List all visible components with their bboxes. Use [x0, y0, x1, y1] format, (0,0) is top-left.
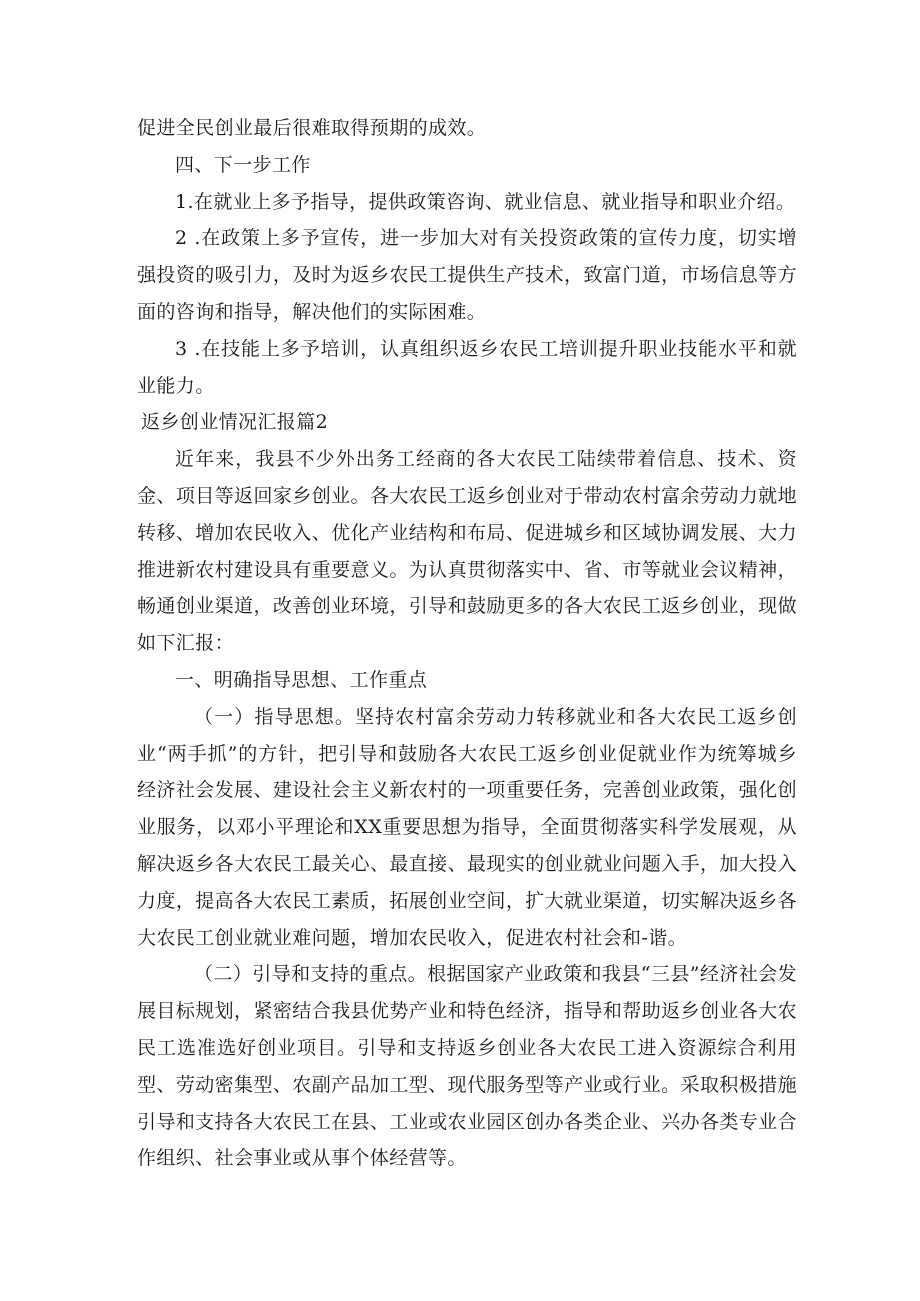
paragraph-step-3: 3 .在技能上多予培训，认真组织返乡农民工培训提升职业技能水平和就业能力。 — [137, 337, 797, 397]
heading-guiding-principles: 一、明确指导思想、工作重点 — [175, 668, 428, 691]
document-body — [137, 110, 797, 1177]
paragraph-guiding-thought: （一）指导思想。坚持农村富余劳动力转移就业和各大农民工返乡创业“两手抓”的方针，把引导和鼓励各大农民工返乡创业促就业作为统筹城乡经济社会发展、建设社会主义新农村的一项重要任务，完善创业政策，强化创业服务，以邓小平理论和XX重要思想为指导，全面贯彻落实科学发展观，从解决返乡各大农民工最关心、最直接、最现实的创业就业问题入手，加大投入力度，提高各大农民工素质，拓展创业空间，扩大就业渠道，切实解决返乡各大农民工创业就业难问题，增加农民收入，促进农村社会和-谐。 — [137, 705, 797, 949]
heading-next-steps: 四、下一步工作 — [175, 153, 311, 176]
paragraph-intro: 近年来，我县不少外出务工经商的各大农民工陆续带着信息、技术、资金、项目等返回家乡创业。各大农民工返乡创业对于带动农村富余劳动力就地转移、增加农民收入、优化产业结构和布局、促进城乡和区域协调发展、大力推进新农村建设具有重要意义。为认真贯彻落实中、省、市等就业会议精神，畅通创业渠道，改善创业环境，引导和鼓励更多的各大农民工返乡创业，现做如下汇报： — [137, 448, 797, 655]
paragraph-continuation: 促进全民创业最后很难取得预期的成效。 — [137, 117, 487, 139]
paragraph-support-focus: （二）引导和支持的重点。根据国家产业政策和我县“三县”经济社会发展目标规划，紧密结合我县优势产业和特色经济，指导和帮助返乡创业各大农民工选准选好创业项目。引导和支持返乡创业各大农民工进入资源综合利用型、劳动密集型、农副产品加工型、现代服务型等产业或行业。采取积极措施引导和支持各大农民工在县、工业或农业园区创办各类企业、兴办各类专业合作组织、社会事业或从事个体经营等。 — [137, 963, 797, 1170]
paragraph-step-1: 1.在就业上多予指导，提供政策咨询、就业信息、就业指导和职业介绍。 — [175, 190, 796, 213]
section-subtitle: 返乡创业情况汇报篇2 — [141, 411, 329, 434]
paragraph-step-2: 2 .在政策上多予宣传，进一步加大对有关投资政策的宣传力度，切实增强投资的吸引力，及时为返乡农民工提供生产技术，致富门道，市场信息等方面的咨询和指导，解决他们的实际困难。 — [137, 227, 797, 323]
